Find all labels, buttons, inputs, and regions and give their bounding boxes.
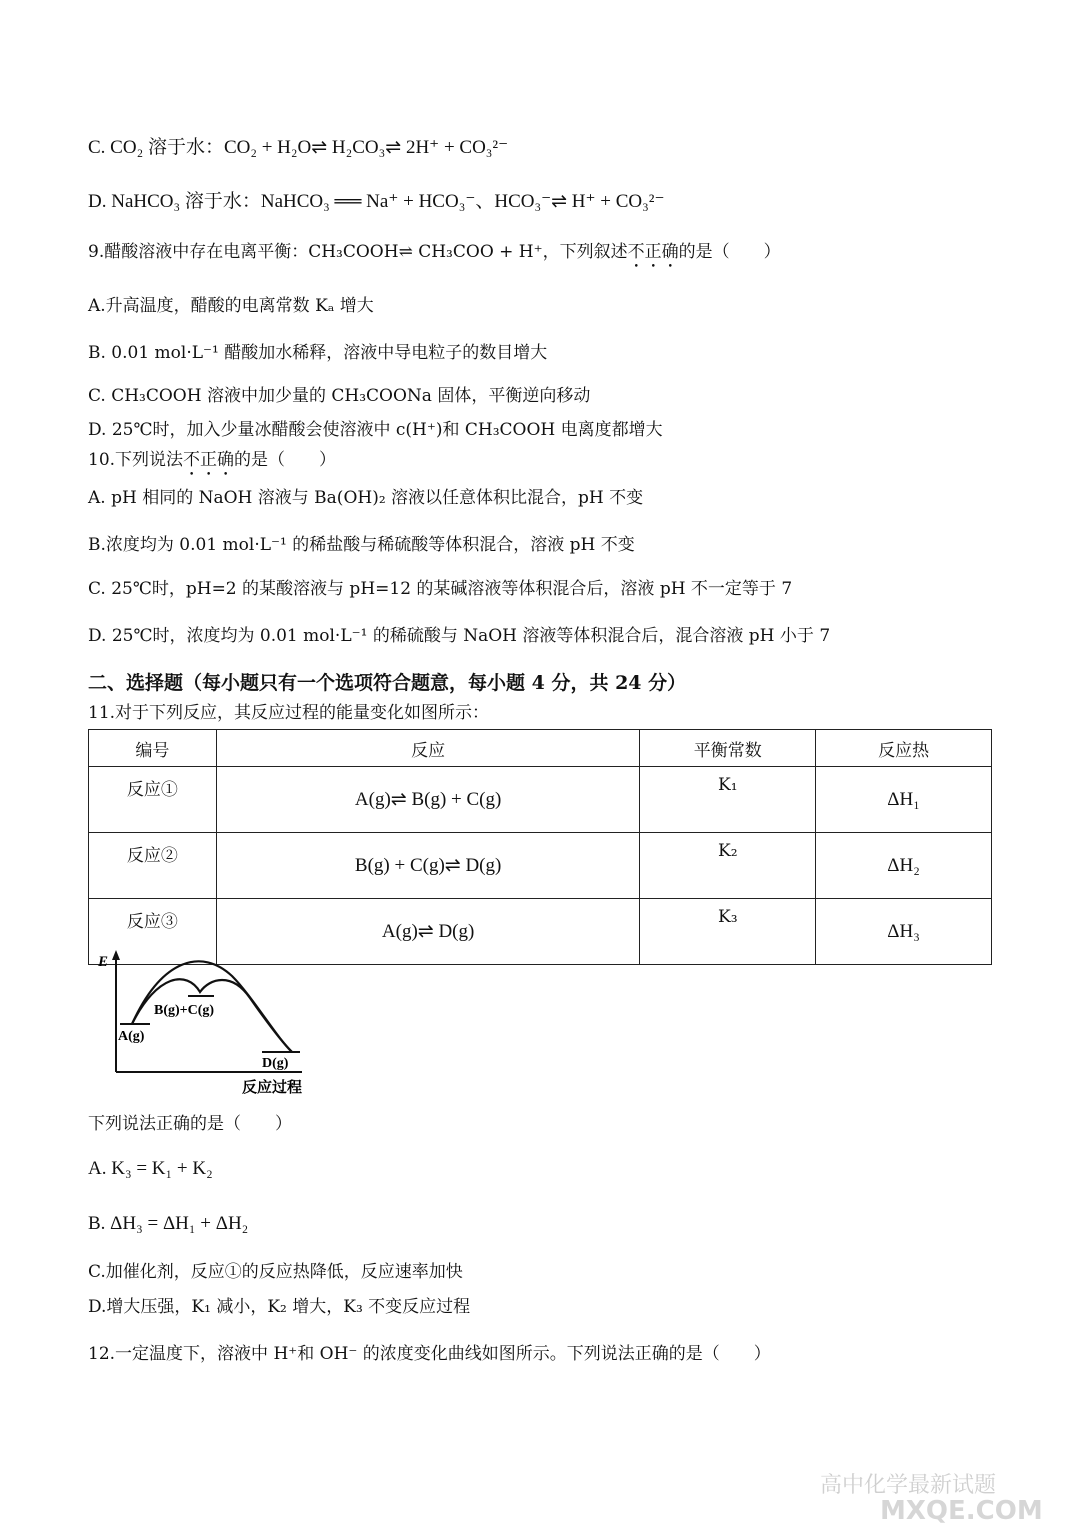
energy-diagram: [92, 948, 332, 1098]
watermark-site: MXQE.COM: [880, 1496, 1043, 1526]
q10-option-a: A. pH 相同的 NaOH 溶液与 Ba(OH)₂ 溶液以任意体积比混合，pH 不变: [88, 488, 644, 508]
table-header: 平衡常数: [640, 730, 816, 767]
q9-option-a: A.升高温度，醋酸的电离常数 Kₐ 增大: [88, 296, 374, 316]
q9-option-c: C. CH₃COOH 溶液中加少量的 CH₃COONa 固体，平衡逆向移动: [88, 386, 591, 406]
q11-option-b: B. ΔH₃ = ΔH₁ + ΔH₂: [88, 1213, 249, 1234]
table-cell: ΔH₁: [816, 767, 992, 833]
q8-option-c: C. CO₂ 溶于水：CO₂ + H₂O⇌ H₂CO₃⇌ 2H⁺ + CO₃²⁻: [88, 137, 509, 158]
section-2-heading: 二、选择题（每小题只有一个选项符合题意，每小题 4 分，共 24 分）: [88, 672, 687, 694]
table-header: 编号: [89, 730, 217, 767]
q9-emphasis: 不正确: [627, 242, 679, 262]
q11-stem: 11.对于下列反应，其反应过程的能量变化如图所示：: [88, 703, 490, 723]
table-header: 反应: [216, 730, 640, 767]
q11-option-d: D.增大压强，K₁ 减小，K₂ 增大，K₃ 不变反应过程: [88, 1297, 471, 1317]
q9-stem: [88, 240, 781, 272]
reaction-table: [88, 729, 992, 965]
q10-text: 10.下列说法: [88, 450, 184, 470]
label-bc: B(g)+C(g): [154, 1003, 215, 1018]
q11-ask: 下列说法正确的是（ ）: [88, 1114, 292, 1134]
table-cell: A(g)⇌ B(g) + C(g): [216, 767, 640, 833]
table-cell: 反应③: [89, 899, 217, 965]
q11-option-a: A. K₃ = K₁ + K₂: [88, 1158, 213, 1179]
q10-end: 的是（ ）: [234, 450, 337, 470]
y-axis-arrow: [112, 950, 120, 960]
q9-option-d: D. 25℃时，加入少量冰醋酸会使溶液中 c(H⁺)和 CH₃COOH 电离度都增大: [88, 420, 663, 440]
q10-option-b: B.浓度均为 0.01 mol·L⁻¹ 的稀盐酸与稀硫酸等体积混合，溶液 pH 不变: [88, 535, 635, 555]
q9-text: 9.醋酸溶液中存在电离平衡：CH₃COOH⇌ CH₃COO + H⁺，下列叙述: [88, 242, 628, 262]
q10-option-d: D. 25℃时，浓度均为 0.01 mol·L⁻¹ 的稀硫酸与 NaOH 溶液等体积混合后，混合溶液 pH 小于 7: [88, 626, 831, 646]
table-header-row: [89, 730, 992, 767]
q9-end: 的是（ ）: [678, 242, 781, 262]
q10-emphasis: 不正确: [183, 450, 235, 470]
x-axis-label: 反应过程: [242, 1078, 303, 1096]
q11-option-c: C.加催化剂，反应①的反应热降低，反应速率加快: [88, 1262, 463, 1282]
table-cell: A(g)⇌ D(g): [216, 899, 640, 965]
table-cell: 反应①: [89, 767, 217, 833]
table-cell: 反应②: [89, 833, 217, 899]
table-cell: K₂: [640, 833, 816, 899]
label-d: D(g): [262, 1056, 289, 1071]
y-axis-label: E: [98, 954, 109, 970]
label-a: A(g): [118, 1029, 145, 1044]
watermark-text: 高中化学最新试题: [820, 1473, 997, 1498]
q9-option-b: B. 0.01 mol·L⁻¹ 醋酸加水稀释，溶液中导电粒子的数目增大: [88, 343, 548, 363]
q12-stem: 12.一定温度下，溶液中 H⁺和 OH⁻ 的浓度变化曲线如图所示。下列说法正确的是（ ）: [88, 1344, 771, 1364]
table-cell: K₁: [640, 767, 816, 833]
table-row: [89, 767, 992, 833]
q10-stem: [88, 448, 336, 480]
table-cell: B(g) + C(g)⇌ D(g): [216, 833, 640, 899]
q10-option-c: C. 25℃时，pH=2 的某酸溶液与 pH=12 的某碱溶液等体积混合后，溶液 pH 不一定等于 7: [88, 579, 793, 599]
table-row: [89, 833, 992, 899]
q8-option-d: D. NaHCO₃ 溶于水：NaHCO₃ ══ Na⁺ + HCO₃⁻、HCO₃⁻⇌ H⁺ + CO₃²⁻: [88, 191, 665, 212]
table-cell: ΔH₃: [816, 899, 992, 965]
table-cell: K₃: [640, 899, 816, 965]
table-cell: ΔH₂: [816, 833, 992, 899]
table-header: 反应热: [816, 730, 992, 767]
